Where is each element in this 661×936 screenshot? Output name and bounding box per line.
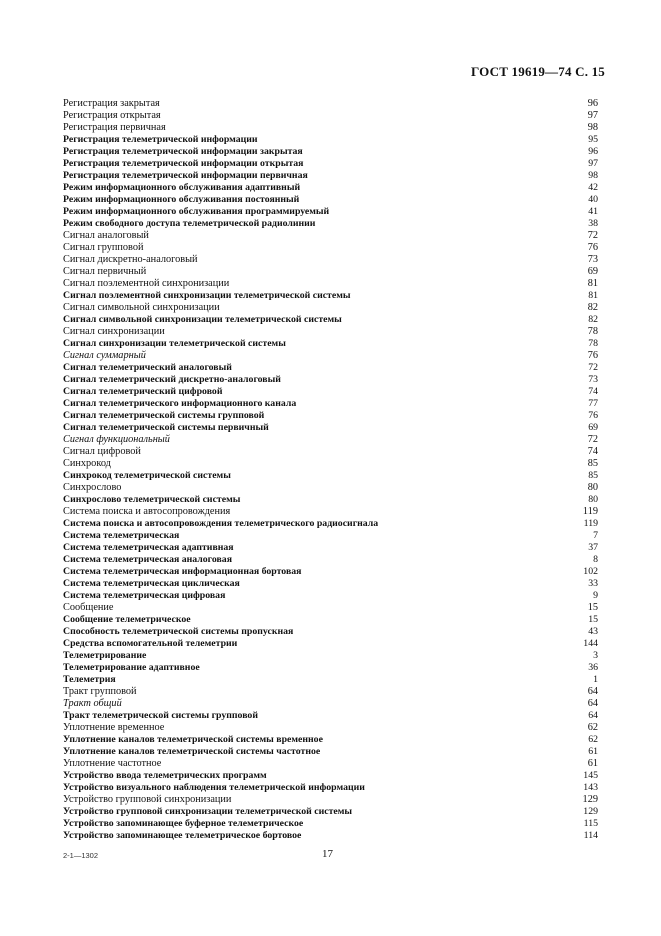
entry-page: 95 <box>588 134 598 145</box>
entry-term: Тракт телеметрической системы групповой <box>63 710 258 721</box>
entry-term: Регистрация закрытая <box>63 98 160 109</box>
index-entry <box>63 278 598 290</box>
index-entry <box>63 230 598 242</box>
entry-page: 73 <box>587 254 598 265</box>
entry-term: Система поиска и автосопровождения <box>63 506 231 517</box>
entry-term: Сигнал телеметрический дискретно-аналоговый <box>63 374 281 385</box>
index-entry <box>63 242 598 254</box>
index-entry <box>63 626 598 638</box>
index-entry <box>63 662 598 674</box>
index-entry <box>63 338 598 350</box>
index-entry <box>63 506 598 518</box>
entry-term: Телеметрия <box>63 674 116 685</box>
index-entry <box>63 830 598 842</box>
entry-term: Устройство запоминающее буферное телеметрическое <box>63 818 304 829</box>
index-entry <box>63 806 598 818</box>
index-entry <box>63 494 598 506</box>
index-entry <box>63 110 598 122</box>
index-entry <box>63 542 598 554</box>
entry-page: 144 <box>583 638 598 649</box>
index-entry <box>63 674 598 686</box>
entry-term: Регистрация открытая <box>63 110 161 121</box>
entry-page: 85 <box>587 458 598 469</box>
index-entry <box>63 470 598 482</box>
index-entry <box>63 194 598 206</box>
entry-term: Система телеметрическая <box>63 530 180 541</box>
index-entry <box>63 434 598 446</box>
entry-page: 129 <box>583 806 598 817</box>
entry-term: Сигнал дискретно-аналоговый <box>63 254 198 265</box>
entry-page: 69 <box>588 422 598 433</box>
entry-term: Устройство запоминающее телеметрическое бортовое <box>63 830 302 841</box>
index-entry <box>63 734 598 746</box>
entry-page: 81 <box>588 290 598 301</box>
entry-page: 15 <box>587 602 598 613</box>
entry-term: Сигнал телеметрической системы групповой <box>63 410 265 421</box>
entry-page: 1 <box>593 674 598 685</box>
entry-term: Сигнал символьной синхронизации <box>63 302 220 313</box>
entry-term: Режим информационного обслуживания постоянный <box>63 194 300 205</box>
entry-page: 74 <box>588 386 598 397</box>
entry-term: Регистрация первичная <box>63 122 166 133</box>
index-entry <box>63 746 598 758</box>
entry-term: Система телеметрическая информационная бортовая <box>63 566 302 577</box>
index-entry <box>63 566 598 578</box>
entry-page: 102 <box>583 566 598 577</box>
page-header: ГОСТ 19619—74 С. 15 <box>471 64 605 79</box>
entry-term: Регистрация телеметрической информации закрытая <box>63 146 303 157</box>
index-entry <box>63 446 598 458</box>
entry-page: 38 <box>588 218 598 229</box>
entry-term: Сигнал телеметрический цифровой <box>63 386 223 397</box>
entry-page: 96 <box>587 98 598 109</box>
entry-term: Способность телеметрической системы пропускная <box>63 626 294 637</box>
index-entry <box>63 782 598 794</box>
entry-term: Сигнал первичный <box>63 266 147 277</box>
entry-page: 61 <box>588 746 598 757</box>
entry-page: 98 <box>588 170 598 181</box>
entry-term: Сигнал синхронизации <box>63 326 165 337</box>
entry-page: 69 <box>587 266 598 277</box>
index-entry <box>63 698 598 710</box>
entry-page: 82 <box>587 302 598 313</box>
index-entry <box>63 758 598 770</box>
index-entry <box>63 206 598 218</box>
entry-term: Уплотнение каналов телеметрической системы временное <box>63 734 323 745</box>
entry-page: 62 <box>588 734 598 745</box>
entry-page: 98 <box>587 122 598 133</box>
entry-term: Телеметрирование адаптивное <box>63 662 200 673</box>
index-entry <box>63 134 598 146</box>
entry-term: Режим информационного обслуживания адаптивный <box>63 182 301 193</box>
entry-page: 145 <box>583 770 598 781</box>
entry-page: 114 <box>583 830 598 841</box>
entry-page: 143 <box>583 782 598 793</box>
entry-page: 78 <box>588 338 598 349</box>
entry-page: 78 <box>587 326 598 337</box>
entry-page: 80 <box>587 482 598 493</box>
entry-term: Регистрация телеметрической информации открытая <box>63 158 304 169</box>
entry-term: Сигнал телеметрического информационного канала <box>63 398 297 409</box>
entry-page: 85 <box>588 470 598 481</box>
entry-term: Режим информационного обслуживания программируемый <box>63 206 330 217</box>
entry-page: 129 <box>582 794 598 805</box>
entry-term: Телеметрирование <box>63 650 147 661</box>
index-entry <box>63 518 598 530</box>
index-entry <box>63 638 598 650</box>
index-entry <box>63 362 598 374</box>
entry-term: Сигнал суммарный <box>63 350 146 361</box>
entry-term: Система поиска и автосопровождения телеметрического радиосигнала <box>63 518 379 529</box>
index-entry <box>63 218 598 230</box>
entry-term: Сигнал поэлементной синхронизации телеметрической системы <box>63 290 351 301</box>
entry-page: 62 <box>587 722 598 733</box>
entry-page: 15 <box>588 614 598 625</box>
entry-term: Сигнал телеметрический аналоговый <box>63 362 232 373</box>
entry-page: 81 <box>587 278 598 289</box>
entry-term: Средства вспомогательной телеметрии <box>63 638 238 649</box>
entry-page: 8 <box>593 554 598 565</box>
entry-page: 33 <box>588 578 598 589</box>
entry-page: 9 <box>593 590 598 601</box>
entry-page: 72 <box>587 230 598 241</box>
index-entry <box>63 350 598 362</box>
entry-page: 97 <box>587 110 598 121</box>
entry-page: 42 <box>588 182 598 193</box>
index-entry <box>63 146 598 158</box>
entry-page: 119 <box>582 506 598 517</box>
entry-page: 82 <box>588 314 598 325</box>
entry-page: 74 <box>587 446 598 457</box>
entry-page: 61 <box>587 758 598 769</box>
index-entry <box>63 722 598 734</box>
entry-term: Уплотнение временное <box>63 722 165 733</box>
entry-page: 40 <box>588 194 598 205</box>
entry-term: Устройство ввода телеметрических программ <box>63 770 267 781</box>
entry-page: 64 <box>587 686 598 697</box>
entry-term: Сообщение телеметрическое <box>63 614 191 625</box>
index-entry <box>63 398 598 410</box>
entry-term: Тракт групповой <box>63 686 137 697</box>
index-entry <box>63 266 598 278</box>
index-entry <box>63 158 598 170</box>
entry-term: Сигнал функциональный <box>63 434 170 445</box>
index-entry <box>63 614 598 626</box>
entry-term: Регистрация телеметрической информации первичная <box>63 170 308 181</box>
entry-page: 76 <box>587 350 598 361</box>
index-entry <box>63 458 598 470</box>
index-entry <box>63 710 598 722</box>
index-entry <box>63 602 598 614</box>
print-code: 2-1—1302 <box>63 851 99 860</box>
index-entry <box>63 554 598 566</box>
entry-term: Регистрация телеметрической информации <box>63 134 258 145</box>
entry-page: 77 <box>588 398 598 409</box>
entry-page: 80 <box>588 494 598 505</box>
entry-term: Система телеметрическая аналоговая <box>63 554 232 565</box>
entry-term: Сигнал телеметрической системы первичный <box>63 422 269 433</box>
entry-term: Устройство групповой синхронизации <box>63 794 232 805</box>
entry-term: Система телеметрическая циклическая <box>63 578 240 589</box>
entry-term: Уплотнение каналов телеметрической системы частотное <box>63 746 321 757</box>
entry-page: 72 <box>587 434 598 445</box>
entry-page: 7 <box>593 530 598 541</box>
entry-page: 43 <box>588 626 598 637</box>
entry-term: Синхрокод телеметрической системы <box>63 470 231 481</box>
entry-term: Сигнал символьной синхронизации телеметрической системы <box>63 314 342 325</box>
entry-page: 76 <box>587 242 598 253</box>
index-entry <box>63 122 598 134</box>
index-entry <box>63 314 598 326</box>
entry-term: Синхрокод <box>63 458 111 469</box>
index-entry <box>63 386 598 398</box>
entry-page: 72 <box>588 362 598 373</box>
index-entry <box>63 650 598 662</box>
index-entry <box>63 794 598 806</box>
entry-term: Система телеметрическая цифровая <box>63 590 226 601</box>
entry-term: Сигнал цифровой <box>63 446 141 457</box>
index-entry <box>63 422 598 434</box>
entry-term: Режим свободного доступа телеметрической радиолинии <box>63 218 316 229</box>
index-entry <box>63 818 598 830</box>
entry-term: Система телеметрическая адаптивная <box>63 542 234 553</box>
entry-page: 76 <box>588 410 598 421</box>
entry-page: 36 <box>588 662 598 673</box>
entry-term: Синхрослово телеметрической системы <box>63 494 241 505</box>
entry-page: 115 <box>583 818 598 829</box>
entry-page: 37 <box>588 542 598 553</box>
index-entry <box>63 590 598 602</box>
index-entry <box>63 686 598 698</box>
index-entry <box>63 98 598 110</box>
entry-page: 96 <box>588 146 598 157</box>
entry-page: 3 <box>593 650 598 661</box>
entry-term: Устройство групповой синхронизации телеметрической системы <box>63 806 353 817</box>
index-entry <box>63 410 598 422</box>
entry-term: Синхрослово <box>63 482 122 493</box>
entry-page: 97 <box>588 158 598 169</box>
index-entry <box>63 290 598 302</box>
index-entry <box>63 482 598 494</box>
index-entry <box>63 302 598 314</box>
index-entry <box>63 170 598 182</box>
index-entry <box>63 254 598 266</box>
index-list <box>63 98 598 842</box>
index-entry <box>63 326 598 338</box>
index-entry <box>63 770 598 782</box>
page-number: 17 <box>322 848 333 860</box>
entry-page: 41 <box>588 206 598 217</box>
entry-term: Устройство визуального наблюдения телеметрической информации <box>63 782 365 793</box>
index-entry <box>63 530 598 542</box>
index-entry <box>63 182 598 194</box>
entry-page: 64 <box>588 710 598 721</box>
entry-term: Сообщение <box>63 602 114 613</box>
entry-term: Сигнал аналоговый <box>63 230 149 241</box>
entry-page: 119 <box>583 518 598 529</box>
index-entry <box>63 374 598 386</box>
entry-term: Уплотнение частотное <box>63 758 162 769</box>
entry-term: Сигнал групповой <box>63 242 144 253</box>
entry-page: 73 <box>588 374 598 385</box>
entry-term: Сигнал поэлементной синхронизации <box>63 278 230 289</box>
index-entry <box>63 578 598 590</box>
entry-term: Тракт общий <box>63 698 122 709</box>
entry-term: Сигнал синхронизации телеметрической системы <box>63 338 286 349</box>
entry-page: 64 <box>587 698 598 709</box>
